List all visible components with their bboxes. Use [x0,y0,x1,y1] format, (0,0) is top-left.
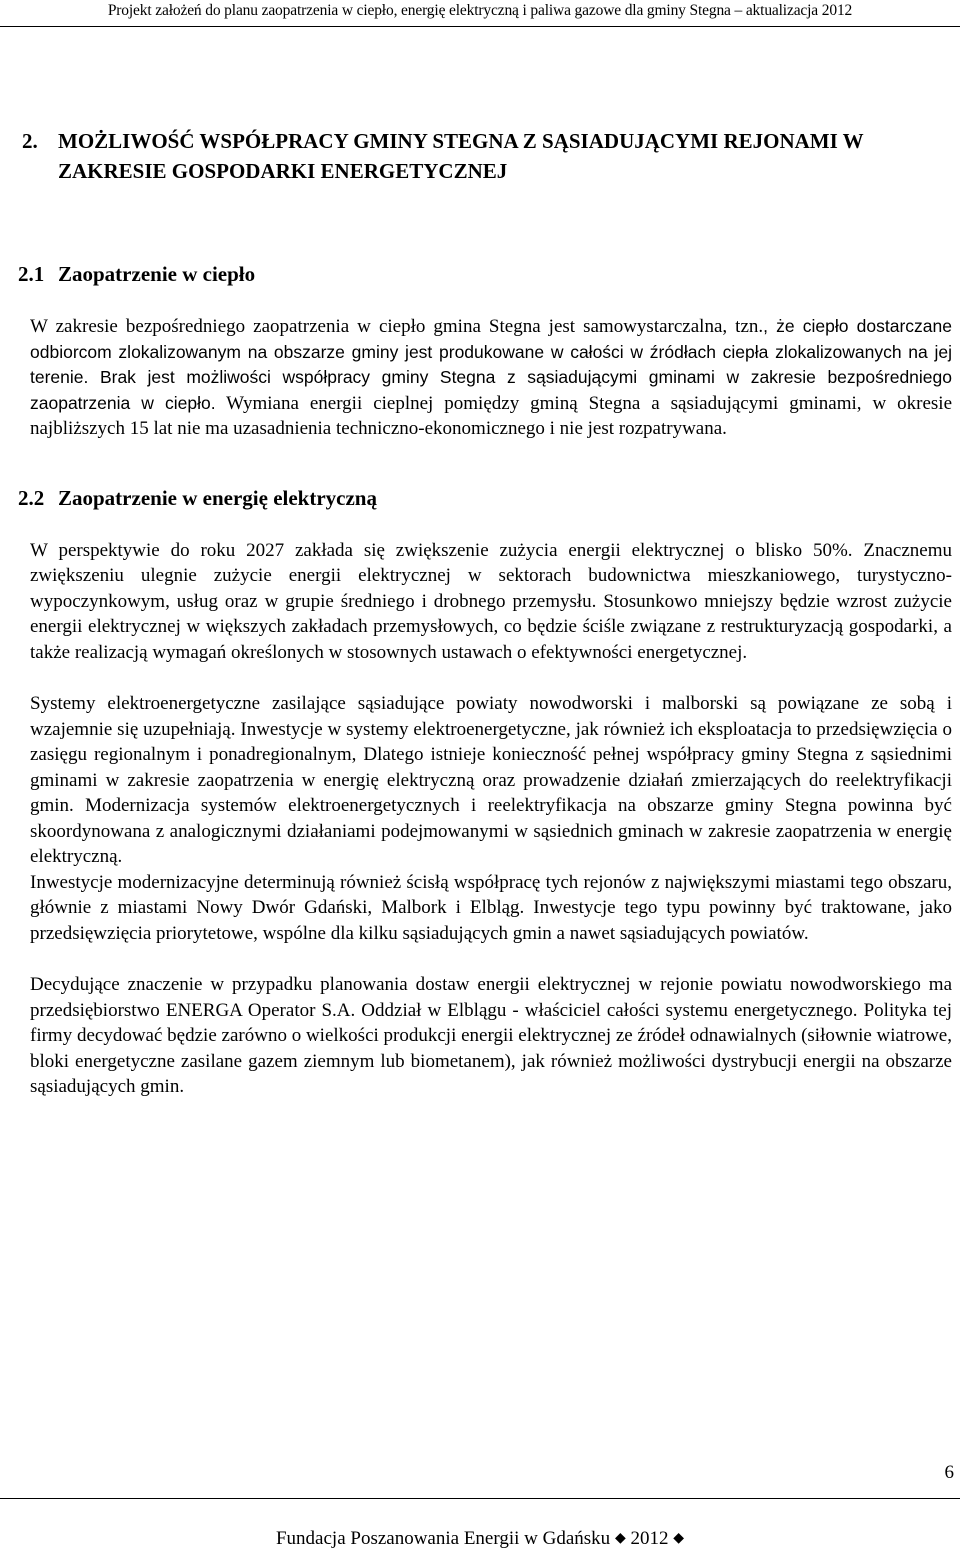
section-title: Zaopatrzenie w energię elektryczną [58,485,377,510]
page-footer [0,1528,960,1550]
section-title: Zaopatrzenie w ciepło [58,262,256,286]
page-header [0,0,960,27]
chapter-number: 2. [22,129,38,153]
diamond-icon: ◆ [614,1531,626,1546]
paragraph-heat-sans: , że ciepło dostarczane odbiorcom zlokalizowanym na obszarze gminy jest produkowane w całości w źródłach ciepła zlokalizowanych na jej terenie. Brak jest możliwości współpracy gminy Stegna z sąsiadującymi gminami w zakresie bezpośredniego zaopatrzenia w ciepło. [30,316,952,413]
chapter-title: MOŻLIWOŚĆ WSPÓŁPRACY GMINY STEGNA Z SĄSIADUJĄCYMI REJONAMI W ZAKRESIE GOSPODARKI ENERGETYCZNEJ [58,129,864,183]
paragraph-modernization-investments: Inwestycje modernizacyjne determinują również ścisłą współpracę tych rejonów z największymi miastami tego obszaru, głównie z miastami Nowy Dwór Gdański, Malbork i Elbląg. Inwestycje tego typu powinny być traktowane, jako przedsięwzięcia priorytetowe, wspólne dla kilku sąsiadujących gmin a nawet sąsiadujących powiatów. [30,871,952,944]
diamond-icon: ◆ [673,1531,684,1546]
paragraph-energa-operator: Decydujące znaczenie w przypadku planowania dostaw energii elektrycznej w rejonie powiatu nowodworskiego ma przedsiębiorstwo ENERGA Operator S.A. Oddział w Elblągu - właściciel całości systemu energetycznego. Polityka tej firmy decydować będzie zarówno o wielkości produkcji energii elektrycznej ze źródeł odnawialnych (siłownie wiatrowe, bloki energetyczne zasilane gazem ziemnym lub biometanem), jak również możliwości dystrybucji energii na obszarze sąsiadujących gmin. [30,974,952,1097]
paragraph-heat-serif: W zakresie bezpośredniego zaopatrzenia w ciepło gmina Stegna jest samowystarczalna, tzn. [30,316,764,337]
footer-year: 2012 [630,1528,669,1549]
chapter-heading [22,126,952,186]
paragraph-heat-supply [30,314,952,442]
section-heading-2-1 [18,260,952,288]
footer-divider [0,1498,960,1499]
document-body [18,126,953,1100]
section-number: 2.2 [18,485,45,510]
page-number: 6 [944,1462,954,1483]
paragraph-electricity-forecast: W perspektywie do roku 2027 zakłada się zwiększenie zużycia energii elektrycznej o blisko 50%. Znacznemu zwiększeniu ulegnie zużycie energii elektrycznej w sektorach budownictwa mieszkaniowego, turystyczno-wypoczynkowym, usług oraz w grupie średniego i drobnego przemysłu. Stosunkowo mniejszy będzie wzrost zużycie energii elektrycznej w większych zakładach przemysłowych, co będzie ściśle związane z restrukturyzacją gospodarki, a także realizacją wymagań określonych w stosownych ustawach o efektywności energetycznej. [30,539,952,663]
paragraph-heat-serif-end: Wymiana energii cieplnej pomiędzy gminą Stegna a sąsiadującymi gminami, w okresie najbliższych 15 lat nie ma uzasadnienia techniczno-ekonomicznego i nie jest rozpatrywana. [30,392,953,439]
footer-organization: Fundacja Poszanowania Energii w Gdańsku [275,1528,611,1549]
section-heading-2-2 [18,484,952,512]
section-number: 2.1 [18,262,45,286]
header-title: Projekt założeń do planu zaopatrzenia w ciepło, energię elektryczną i paliwa gazowe dla gminy Stegna – aktualizacja 2012 [107,2,853,19]
paragraph-power-systems: Systemy elektroenergetyczne zasilające sąsiadujące powiaty nowodworski i malborski są powiązane ze sobą i wzajemnie się uzupełniają. Inwestycje w systemy elektroenergetyczne, jak również ich eksploatacja to przedsięwzięcia o zasięgu regionalnym i ponadregionalnym, Dlatego istnieje konieczność pełnej współpracy gminy Stegna z sąsiednimi gminami w zakresie zaopatrzenia w energię elektryczną oraz prowadzenie działań zmierzających do reelektryfikacji gmin. Modernizacja systemów elektroenergetycznych i reelektryfikacja na obszarze gminy Stegna powinna być skoordynowana z analogicznymi działaniami podejmowanymi w sąsiednich gminach w zakresie zaopatrzenia w energię elektryczną. [30,693,952,867]
